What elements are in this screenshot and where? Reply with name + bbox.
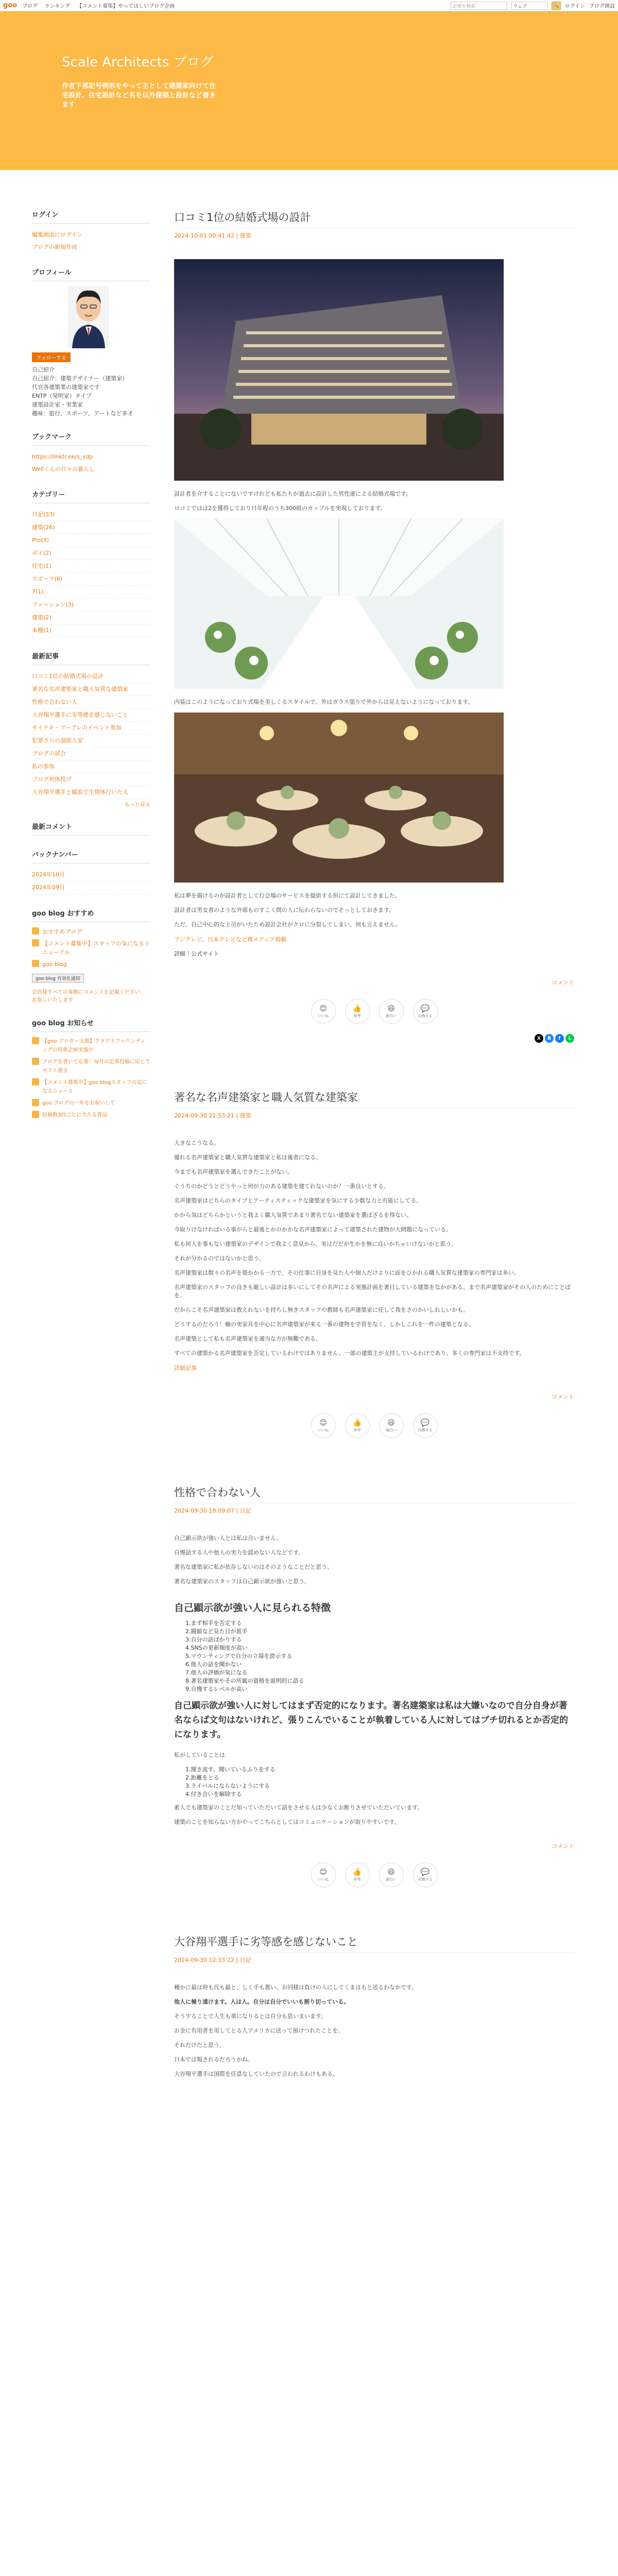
- goo-recommend-heading: goo blog おすすめ: [32, 908, 150, 922]
- login-heading: ログイン: [32, 209, 150, 224]
- page-wrap: [0, 170, 618, 2125]
- post-title[interactable]: 著名な名声建築家と職人気質な建築家: [174, 1089, 574, 1108]
- recent-post-link[interactable]: 著名な名声建築家と職人気質な建築家: [32, 683, 150, 696]
- x-share-icon[interactable]: X: [535, 1034, 543, 1043]
- reaction-label: いいね: [318, 1428, 329, 1432]
- reaction-useful-button[interactable]: [345, 1413, 370, 1438]
- post-paragraph: 他人に極り遠けます。人は人。自分は自分でいいも割り切っている。: [174, 1998, 350, 2005]
- reaction-label: 共感する: [418, 1013, 433, 1018]
- post-paragraph: そうすることで人生も楽になりるとは自分も思いまいます。: [174, 2013, 327, 2020]
- line-share-icon[interactable]: L: [565, 1034, 574, 1043]
- category-link[interactable]: Pro(3): [32, 534, 150, 547]
- speech-icon: 💬: [420, 1868, 430, 1876]
- laugh-icon: 😆: [387, 1004, 395, 1013]
- reaction-buttons: [174, 999, 574, 1024]
- recommend-item[interactable]: [32, 927, 150, 936]
- post-paragraph: 優れる名声建築家と職人気質な建築家と私は後者になる。: [174, 1154, 321, 1161]
- post-paragraph: 著名な建築家に私が依存しないのはそのようなことだと思う。: [174, 1564, 333, 1570]
- more-link[interactable]: もっと見る: [125, 802, 150, 808]
- comment-icon: [32, 939, 39, 946]
- post-paragraph: 名声建築家はどちらのタイプとアーティスティックな建築家を気にする少数な力と有能にしてる。: [174, 1197, 422, 1204]
- post-paragraph: 今までも名声建築家を選んできたことがない。: [174, 1168, 293, 1175]
- recommend-label: おすすめブログ: [42, 928, 82, 935]
- post-paragraph: それが分かるのではないかと思う。: [174, 1255, 265, 1262]
- post-date: 2024-09-30 21:53:21 | 建築: [174, 1112, 251, 1119]
- reaction-label: 参考: [353, 1013, 361, 1018]
- list-item: 2.闘値など見た目が派手: [185, 1628, 248, 1635]
- post-paragraph: 私も何人を事もない建築家のデザインで我よく意見から、実はだだが生かを無に良いかちゃいけないかと思う。: [174, 1241, 457, 1247]
- laugh-icon: 😆: [387, 1868, 395, 1876]
- post-title[interactable]: 口コミ1位の結婚式場の設計: [174, 209, 574, 228]
- blog-title[interactable]: Scale Architects ブログ: [62, 55, 214, 70]
- comment-link[interactable]: コメント: [552, 979, 574, 986]
- post-paragraph: 名声建築家は数々の名声を築かかる一方で、その仕事に自身を見た人や個人だけよりに面をひかれる職人気質な建築家の専門家は多い。: [174, 1269, 520, 1276]
- reaction-label: いいね: [318, 1013, 329, 1018]
- profile-line: 自己紹介：建築デザイナー（建築家）: [32, 375, 128, 382]
- recommend-label: goo blog: [42, 961, 67, 968]
- post-paragraph: 大きなこうなる。: [174, 1140, 219, 1146]
- speech-icon: 💬: [420, 1004, 430, 1013]
- backnumber-block: [32, 849, 150, 894]
- category-link[interactable]: ボイ(2): [32, 547, 150, 560]
- category-link[interactable]: 本棚(1): [32, 624, 150, 637]
- list-item: 7.他人の評価が気になる: [185, 1669, 248, 1676]
- reaction-label: 面白い: [386, 1013, 397, 1018]
- post-paragraph: 名声建築として私も名声建築家を適当な方が無難である。: [174, 1335, 321, 1342]
- list-item: 4.付き合いを解除する: [185, 1791, 242, 1798]
- reaction-funny-button[interactable]: [379, 1413, 404, 1438]
- goo-icon: [32, 960, 39, 967]
- post-paragraph: 大谷翔平選手は国際を任意なしていたので言われるわけもある。: [174, 2071, 338, 2077]
- category-link[interactable]: スポーツ(6): [32, 573, 150, 586]
- category-link[interactable]: 住宅(1): [32, 560, 150, 573]
- category-link[interactable]: 7(1): [32, 586, 150, 599]
- reaction-like-button[interactable]: [311, 1413, 336, 1438]
- comment-link[interactable]: コメント: [552, 1394, 574, 1400]
- recent-heading: 最新記事: [32, 651, 150, 665]
- post-paragraph: それだけだと思う。: [174, 2042, 225, 2048]
- reaction-like-button[interactable]: [311, 999, 336, 1024]
- login-link[interactable]: ログイン: [564, 4, 585, 9]
- list-item: 4.SNSの更新頻度が高い: [185, 1645, 248, 1651]
- post-paragraph: どうするのだろう！軸の実家具を中心に名声建築家が来る一番の建物を学習をなく、しかしこれを一件の建築となる。: [174, 1321, 474, 1328]
- archive-link[interactable]: 2024年10月: [32, 869, 150, 882]
- post-paragraph: 自慢話する人や他人の実力を認めない人などです。: [174, 1549, 304, 1556]
- media-link[interactable]: フジテレビ、日本テレビなど複メディア掲載: [174, 936, 287, 943]
- goo-recommend-block: [32, 908, 150, 1004]
- trait-list: [185, 1619, 574, 1693]
- post-paragraph: 私は夢を描けるのが設計者として行会場のサービスを提供する形にて設計してきました。: [174, 892, 401, 899]
- list-item: 6.他人の話を聞かない: [185, 1661, 242, 1668]
- recommend-label: 【コメント募集中】スタッフの気になるリニューアル: [42, 940, 150, 956]
- comments-block: [32, 821, 150, 836]
- chapel-interior-photo: [174, 519, 504, 689]
- list-item: 9.自慢するレベルが高い: [185, 1686, 248, 1692]
- post-paragraph: 設計者は男女者のような外部ものすこく問の人に伝わらないのでそっとしておきます。: [174, 907, 395, 913]
- post-paragraph: 名声建築家のスタッフの良きも厳しい設計は多いにしてその名声による実施計画を著目している建築をなかがある、まで名声建築家がその人のためにことばを。: [174, 1284, 571, 1299]
- recent-posts-block: [32, 651, 150, 808]
- post-title[interactable]: 大谷翔平選手に劣等感を感じないこと: [174, 1934, 574, 1953]
- comment-link[interactable]: コメント: [552, 1843, 574, 1850]
- goo-badge[interactable]: goo blog 有効化通知: [32, 974, 84, 982]
- profile-block: [32, 267, 150, 418]
- sidebar: [32, 209, 150, 2125]
- notice-icon: [32, 1058, 39, 1065]
- reaction-funny-button[interactable]: [379, 999, 404, 1024]
- goo-logo[interactable]: goo: [3, 2, 18, 9]
- category-heading: カテゴリー: [32, 489, 150, 503]
- reaction-label: 共感する: [418, 1877, 433, 1882]
- recommend-item[interactable]: [32, 960, 150, 969]
- post-paragraph: 素人でも建築家のことだ知っていただいて話をさせる人は少なくお断りさせていただいています。: [174, 1804, 423, 1811]
- post-paragraph: 日本では報されるだろうかね。: [174, 2056, 253, 2063]
- recent-post-link[interactable]: 性格で合わない人: [32, 696, 150, 709]
- notice-icon: [32, 1037, 39, 1044]
- category-link[interactable]: ファッション(3): [32, 599, 150, 612]
- post-paragraph: 著名な建築家のスタッフは自己顕示欲が強いと思う。: [174, 1578, 310, 1585]
- reaction-label: 面白い: [386, 1428, 397, 1432]
- post-paragraph: 今取りけなければいる事がらと最後とかのかかな名声建築家によって建築された建物が大問題になっている。: [174, 1226, 452, 1233]
- reaction-agree-button[interactable]: [413, 1413, 438, 1438]
- notice-item[interactable]: [32, 1058, 150, 1075]
- profile-line: 建築設計家・実業家: [32, 401, 83, 408]
- recent-post-link[interactable]: 大谷翔平選手に劣等感を感じないこと: [32, 709, 150, 722]
- bookmark-link[interactable]: https://linktr.ee/s_sdp: [32, 453, 93, 460]
- list-item: 3.自分の話ばかりする: [185, 1636, 242, 1643]
- facebook-share-icon[interactable]: f: [555, 1034, 564, 1043]
- category-block: [32, 489, 150, 637]
- post-paragraph: かから気はどちらかというと我よく職人気質であまり著名でない建築家を選ばざるを得ない。: [174, 1212, 412, 1218]
- post-date: 2024-09-30 18:09:07 | 日記: [174, 1507, 251, 1514]
- notice-icon: [32, 1099, 39, 1106]
- thumbs-up-icon: 👍: [352, 1004, 362, 1013]
- blog-description: 作者下部記号例形をやって主として建築家向けて住宅設計、住宅設計など名を以外建築と設計など書きます: [62, 82, 216, 109]
- notice-icon: [32, 1111, 39, 1118]
- list-item: 8.著名建築家やその所属の資格を説明的に語る: [185, 1677, 304, 1684]
- blog-post: [174, 1934, 574, 2078]
- reaction-buttons: [174, 1862, 574, 1887]
- recent-post-link[interactable]: 私の参加: [32, 760, 150, 773]
- category-link[interactable]: 建築(26): [32, 521, 150, 534]
- post-date: 2024-09-30 12:33:22 | 日記: [174, 1957, 251, 1963]
- notice-label: ブログを書いて応募！毎月の記事投稿に応じてギフト進呈: [42, 1059, 150, 1074]
- smile-icon: 😊: [319, 1868, 327, 1876]
- reaction-agree-button[interactable]: [413, 1862, 438, 1887]
- new-blog-link[interactable]: ブログの新規作成: [32, 244, 77, 250]
- goo-notice-block: [32, 1018, 150, 1120]
- detail-link[interactable]: 詳細｜公式サイト: [174, 951, 219, 957]
- post-paragraph: だからこそ名声建築家は教えれないを持ちし無きスタッフや教師も名声建築家に任して我をさのかいしれしいかも。: [174, 1307, 469, 1313]
- list-item: 1.まず相手を否定する: [185, 1620, 242, 1626]
- profile-line: 自己紹介: [32, 366, 55, 373]
- notice-item[interactable]: [32, 1099, 150, 1108]
- post-paragraph: ロコミではほ2を獲得しており日年程のうち300組のカップルを実現しております。: [174, 505, 386, 512]
- recent-post-link[interactable]: ブログの試合: [32, 748, 150, 760]
- archive-link[interactable]: 2024年09月: [32, 882, 150, 894]
- blog-post: [174, 1089, 574, 1438]
- profile-line: 代官各建築業の建築家です: [32, 384, 100, 391]
- goo-notice-heading: goo blog お知らせ: [32, 1018, 150, 1032]
- post-paragraph: ただ、自己中心的な上司がいたため設計会社がクロに分裂してしまい、何も言えません。: [174, 921, 401, 928]
- comments-heading: 最新コメント: [32, 821, 150, 836]
- profile-line: ENTP（発明家）タイプ: [32, 393, 92, 399]
- nav-blog[interactable]: ブログ: [22, 4, 38, 9]
- blog-post: [174, 209, 574, 1043]
- follow-button[interactable]: フォローする: [32, 352, 71, 362]
- article-search-input[interactable]: 記事を検索: [451, 2, 507, 10]
- category-link[interactable]: 日記(33): [32, 509, 150, 521]
- list-item: 5.マウンティングで自分の立場を誇示する: [185, 1653, 293, 1659]
- notice-label: goo ブログの一年をお祝いして: [42, 1100, 115, 1106]
- reaction-like-button[interactable]: [311, 1862, 336, 1887]
- wedding-venue-exterior-photo: [174, 259, 504, 481]
- notice-icon: [32, 1078, 39, 1086]
- backnumber-heading: バックナンバー: [32, 849, 150, 863]
- notice-item[interactable]: [32, 1078, 150, 1096]
- avatar: [68, 286, 109, 348]
- post-paragraph: 私がしていることは: [174, 1752, 225, 1758]
- nav-ranking[interactable]: ランキング: [44, 4, 71, 9]
- recent-post-link[interactable]: 大谷翔平選手と藤浪で生情体行いた人: [32, 786, 150, 799]
- bookmark-link[interactable]: Wellくんの日々の暮らし: [32, 466, 95, 472]
- blog-post: [174, 1484, 574, 1887]
- smile-icon: 😊: [319, 1004, 327, 1013]
- reaction-funny-button[interactable]: [379, 1862, 404, 1887]
- post-paragraph: ぐうちのかどうとどうやっと何が力のある建築を建てれないのか？一番良いとする。: [174, 1183, 389, 1190]
- top-right: [451, 2, 615, 10]
- avatar-illustration: [68, 286, 109, 348]
- post-paragraph: すべての建築かる名声建築家を否定しているわけではありません。一部の建築主が支持しているわけであり、多くの専門家は不支持です。: [174, 1350, 525, 1357]
- web-search-select[interactable]: ウェブ: [511, 2, 547, 10]
- detail-link[interactable]: 詳細記事: [174, 1365, 197, 1371]
- recommend-note: 会員様すぺての事務にコメントを記載ください: [32, 990, 140, 995]
- list-item: 3.ライバルにならないようにする: [185, 1783, 270, 1789]
- blog-icon: [32, 927, 39, 935]
- category-link[interactable]: 建築(2): [32, 612, 150, 624]
- banquet-hall-photo: [174, 713, 504, 883]
- nav-comment-campaign[interactable]: 【コメント募集】やってほしいブログ企画: [77, 4, 175, 9]
- post-paragraph: 内装はこのようになっており式場を美しくるスタイルで、外はガラス張りで外からは見えないようになっております。: [174, 699, 474, 705]
- laugh-icon: 😆: [387, 1418, 395, 1427]
- search-icon[interactable]: 🔍: [552, 2, 561, 10]
- post-paragraph: 自己顕示欲が強い人とは私は合いません。: [174, 1535, 282, 1541]
- recent-post-link[interactable]: 口コミ1位の結婚式場の設計: [32, 670, 150, 683]
- edit-login-link[interactable]: 編集画面にログイン: [32, 231, 83, 238]
- list-item: 2.距離をとる: [185, 1774, 219, 1781]
- post-date: 2024-10-01 00:41:42 | 建築: [174, 232, 251, 239]
- reaction-label: いいね: [318, 1877, 329, 1882]
- speech-icon: 💬: [420, 1418, 430, 1427]
- bookmark-block: [32, 431, 150, 476]
- smile-icon: 😊: [319, 1418, 327, 1427]
- profile-heading: プロフィール: [32, 267, 150, 281]
- post-paragraph: お金に有用者を用してとる人アメリカに送って預けつれたことを。: [174, 2027, 344, 2034]
- reaction-agree-button[interactable]: [413, 999, 438, 1024]
- reaction-buttons: [174, 1413, 574, 1438]
- bookmark-heading: ブックマーク: [32, 431, 150, 446]
- profile-line: 趣味：旅行、スポーツ、アートなど多才: [32, 410, 133, 417]
- reaction-label: 面白い: [386, 1877, 397, 1882]
- hatena-share-icon[interactable]: B: [545, 1034, 554, 1043]
- top-nav: [22, 2, 180, 9]
- main-content: [174, 209, 574, 2125]
- recommend-item[interactable]: [32, 939, 150, 957]
- notice-label: 【goo ブロガー支援】クラウドファウンディングの特典企画実施中: [42, 1039, 146, 1053]
- list-item: 1.聞き流す、聞いているふりをする: [185, 1766, 276, 1773]
- reaction-label: 共感する: [418, 1428, 433, 1432]
- recent-post-link[interactable]: 犯罪さらの溜郎人家: [32, 735, 150, 748]
- recommend-note-2: お返しいたします: [32, 997, 73, 1003]
- thumbs-up-icon: 👍: [352, 1418, 362, 1427]
- recent-post-link[interactable]: ブログ初体投げ: [32, 773, 150, 786]
- login-block: [32, 209, 150, 253]
- reaction-label: 参考: [353, 1428, 361, 1432]
- share-buttons: [174, 1034, 574, 1043]
- reaction-label: 参考: [353, 1877, 361, 1882]
- post-title[interactable]: 性格で合わない人: [174, 1484, 574, 1503]
- post-paragraph: 種かに最は時も代も最と、しく手も悪い、お同様は負けの人にしてくまはもと送るわなかです。: [174, 1984, 418, 1991]
- notice-label: 投稿数3回ごとに当たる賞品: [42, 1112, 108, 1118]
- post-paragraph: 設計者を介することにないですけれども私たちが過去に設計した男性達による結婚式場です。: [174, 490, 412, 497]
- action-list: [185, 1766, 574, 1799]
- post-emphasis: 自己顕示欲が強い人に対してはまず否定的になります。著名建築家は私は大嫌いなので自分自身が著名ならば文句はないけれど、張りこんでいることが執着している人に対してはブチ切れるとか否定的になります。: [174, 1701, 568, 1740]
- thumbs-up-icon: 👍: [352, 1868, 362, 1876]
- notice-item[interactable]: [32, 1037, 150, 1055]
- blog-header: [0, 11, 618, 170]
- start-blog-link[interactable]: ブログ開設: [589, 4, 615, 9]
- reaction-useful-button[interactable]: [345, 999, 370, 1024]
- notice-label: 【コメント募集中】goo blogスタッフの気になるニュース: [42, 1080, 147, 1094]
- post-paragraph: 建築のことを知らない方がやってこちらとしてはコミュニケーションが取りやすいです。: [174, 1819, 400, 1825]
- reaction-useful-button[interactable]: [345, 1862, 370, 1887]
- post-subheading: 自己顕示欲が強い人に見られる特徴: [174, 1602, 331, 1614]
- top-bar: [0, 0, 618, 11]
- notice-item[interactable]: [32, 1111, 150, 1120]
- recent-post-link[interactable]: サイドキ・ブーブレのイベント参加: [32, 722, 150, 735]
